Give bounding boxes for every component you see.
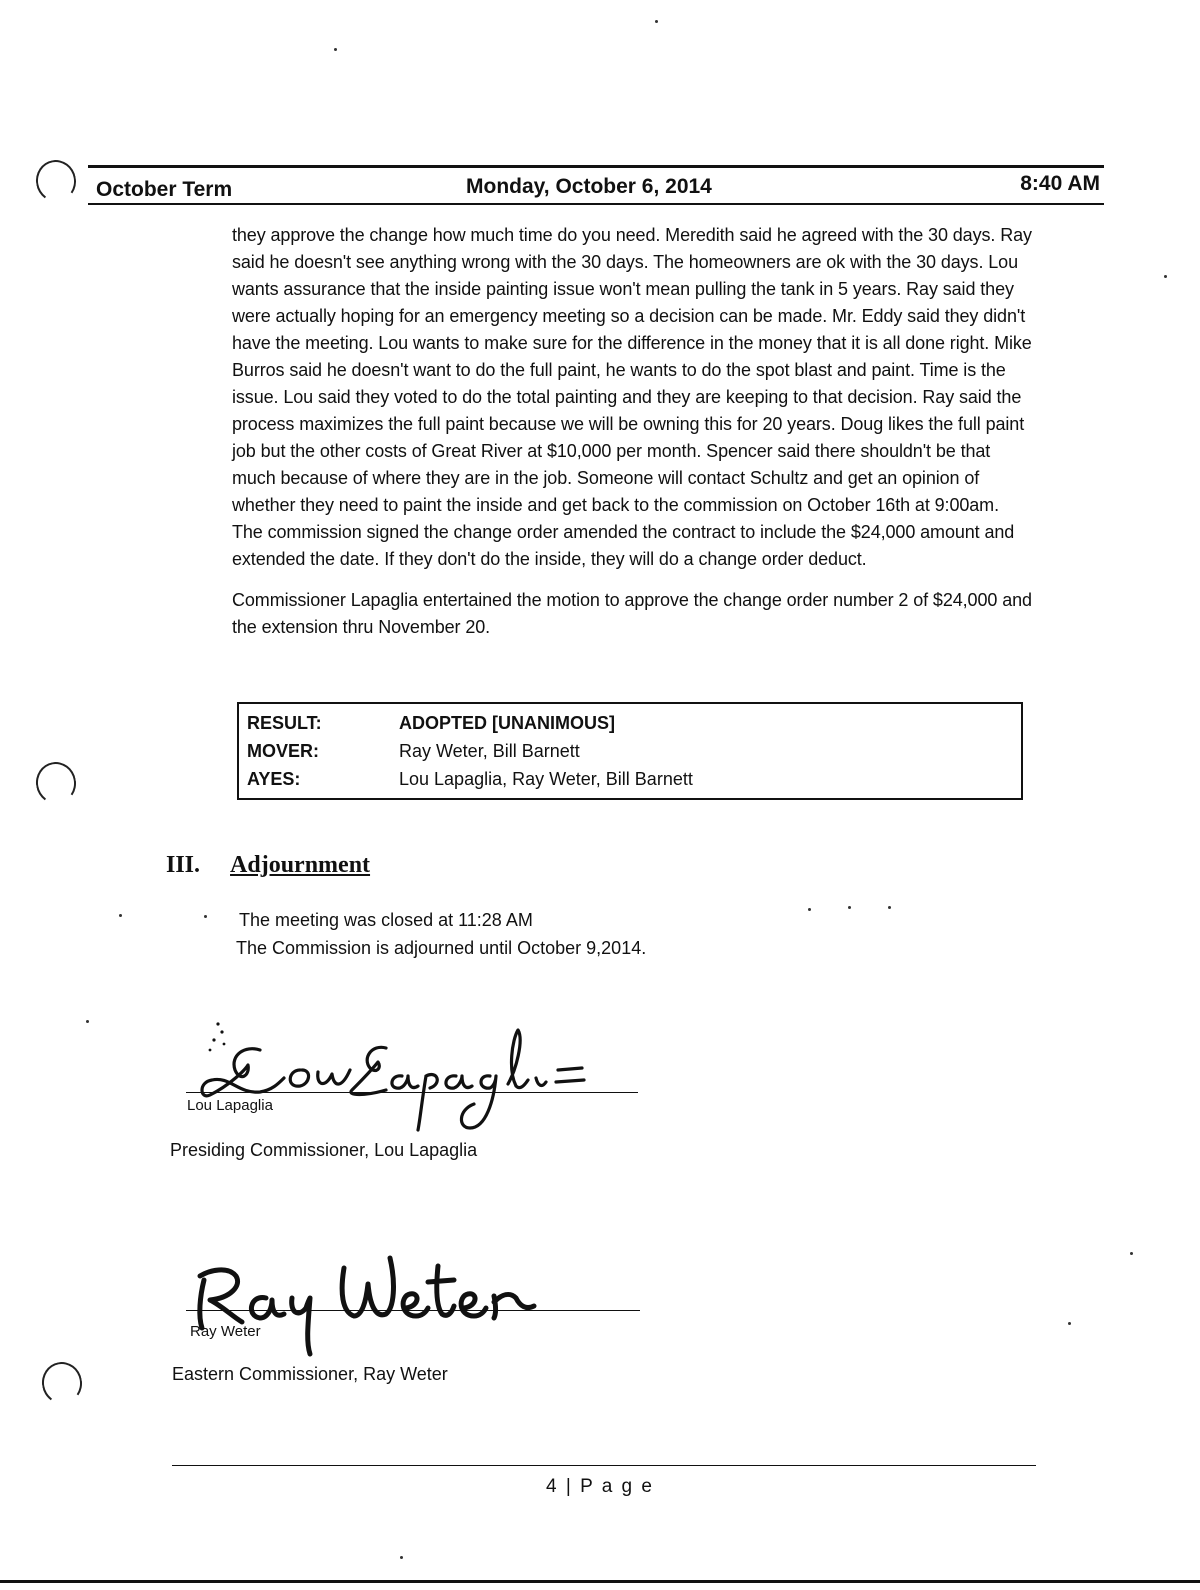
ayes-label: AYES: xyxy=(247,768,301,789)
punch-hole-middle xyxy=(33,759,80,807)
result-label: RESULT: xyxy=(247,712,322,733)
punch-hole-top xyxy=(33,157,80,205)
scan-speck xyxy=(334,48,337,51)
section-number: III. xyxy=(166,852,201,878)
signer-caption: Presiding Commissioner, Lou Lapaglia xyxy=(170,1140,478,1160)
header-date: Monday, October 6, 2014 xyxy=(466,175,712,198)
minutes-paragraph: they approve the change how much time do you need. Meredith said he agreed with the 30 days. Ray said he doesn't see anything wrong with the 30 days. The homeowners are ok with the 30 days. Lou wants assurance that the inside painting issue won't mean pulling the tank in 5 years. Ray said they were actually hoping for an emergency meeting so a decision can be made. Mr. Eddy said they didn't have the meeting. Lou wants to make sure for the difference in the money that it is all done right. Mike Burros said he doesn't want to do the full paint, he wants to do the spot blast and paint. Time is the issue. Lou said they voted to do the total painting and they are keeping to that decision. Ray said the process maximizes the full paint because we will be owning this for 20 years. Doug likes the full paint job but the other costs of Great River at $10,000 per month. Spencer said there shouldn't be that much because of where they are in the job. Someone will contact Schultz and get an opinion of whether they need to paint the inside and get back to the commission on October 16th at 9:00am. The commission signed the change order amended the contract to include the $24,000 amount and extended the date. If they don't do the inside, they will do a change order deduct. xyxy=(232,225,1032,569)
adjourned-until-line: The Commission is adjourned until October 9,2014. xyxy=(236,938,647,958)
scan-speck xyxy=(1130,1252,1133,1255)
minutes-body xyxy=(232,222,1032,655)
scan-speck xyxy=(1068,1322,1071,1325)
scan-speck xyxy=(204,915,207,918)
signer-printed-name: Lou Lapaglia xyxy=(187,1097,273,1114)
scan-speck xyxy=(655,20,658,23)
signature-line xyxy=(186,1310,640,1311)
header-term: October Term xyxy=(96,178,233,201)
scan-speck xyxy=(119,914,122,917)
header-time: 8:40 AM xyxy=(1020,172,1100,195)
header-rule-top xyxy=(88,165,1104,168)
scan-edge-rule xyxy=(0,1580,1200,1583)
signer-caption: Eastern Commissioner, Ray Weter xyxy=(172,1364,448,1384)
scan-speck xyxy=(848,906,851,909)
lou-lapaglia-signature xyxy=(190,1010,610,1140)
punch-hole-bottom xyxy=(39,1359,86,1407)
scan-speck xyxy=(888,906,891,909)
mover-label: MOVER: xyxy=(247,740,319,761)
ayes-row xyxy=(247,765,1013,793)
ayes-value: Lou Lapaglia, Ray Weter, Bill Barnett xyxy=(399,768,693,789)
result-value: ADOPTED [UNANIMOUS] xyxy=(399,712,615,733)
section-heading xyxy=(166,852,370,879)
scan-speck xyxy=(400,1556,403,1559)
page-number: 4 | P a g e xyxy=(546,1476,654,1497)
section-title: Adjournment xyxy=(230,852,371,878)
motion-paragraph: Commissioner Lapaglia entertained the motion to approve the change order number 2 of $24,000 and the extension thru November 20. xyxy=(232,590,1032,637)
footer-rule xyxy=(172,1465,1036,1466)
signer-printed-name: Ray Weter xyxy=(190,1323,261,1340)
mover-row xyxy=(247,737,1013,765)
scan-speck xyxy=(1164,275,1167,278)
meeting-closed-line: The meeting was closed at 11:28 AM xyxy=(239,910,533,930)
result-row xyxy=(247,709,1013,737)
scan-speck xyxy=(86,1020,89,1023)
vote-result-box xyxy=(237,702,1023,800)
signature-line xyxy=(186,1092,638,1093)
scan-speck xyxy=(808,908,811,911)
adjournment-text xyxy=(236,906,646,962)
header-rule-bottom xyxy=(88,203,1104,205)
ray-weter-signature xyxy=(180,1236,580,1366)
mover-value: Ray Weter, Bill Barnett xyxy=(399,740,580,761)
